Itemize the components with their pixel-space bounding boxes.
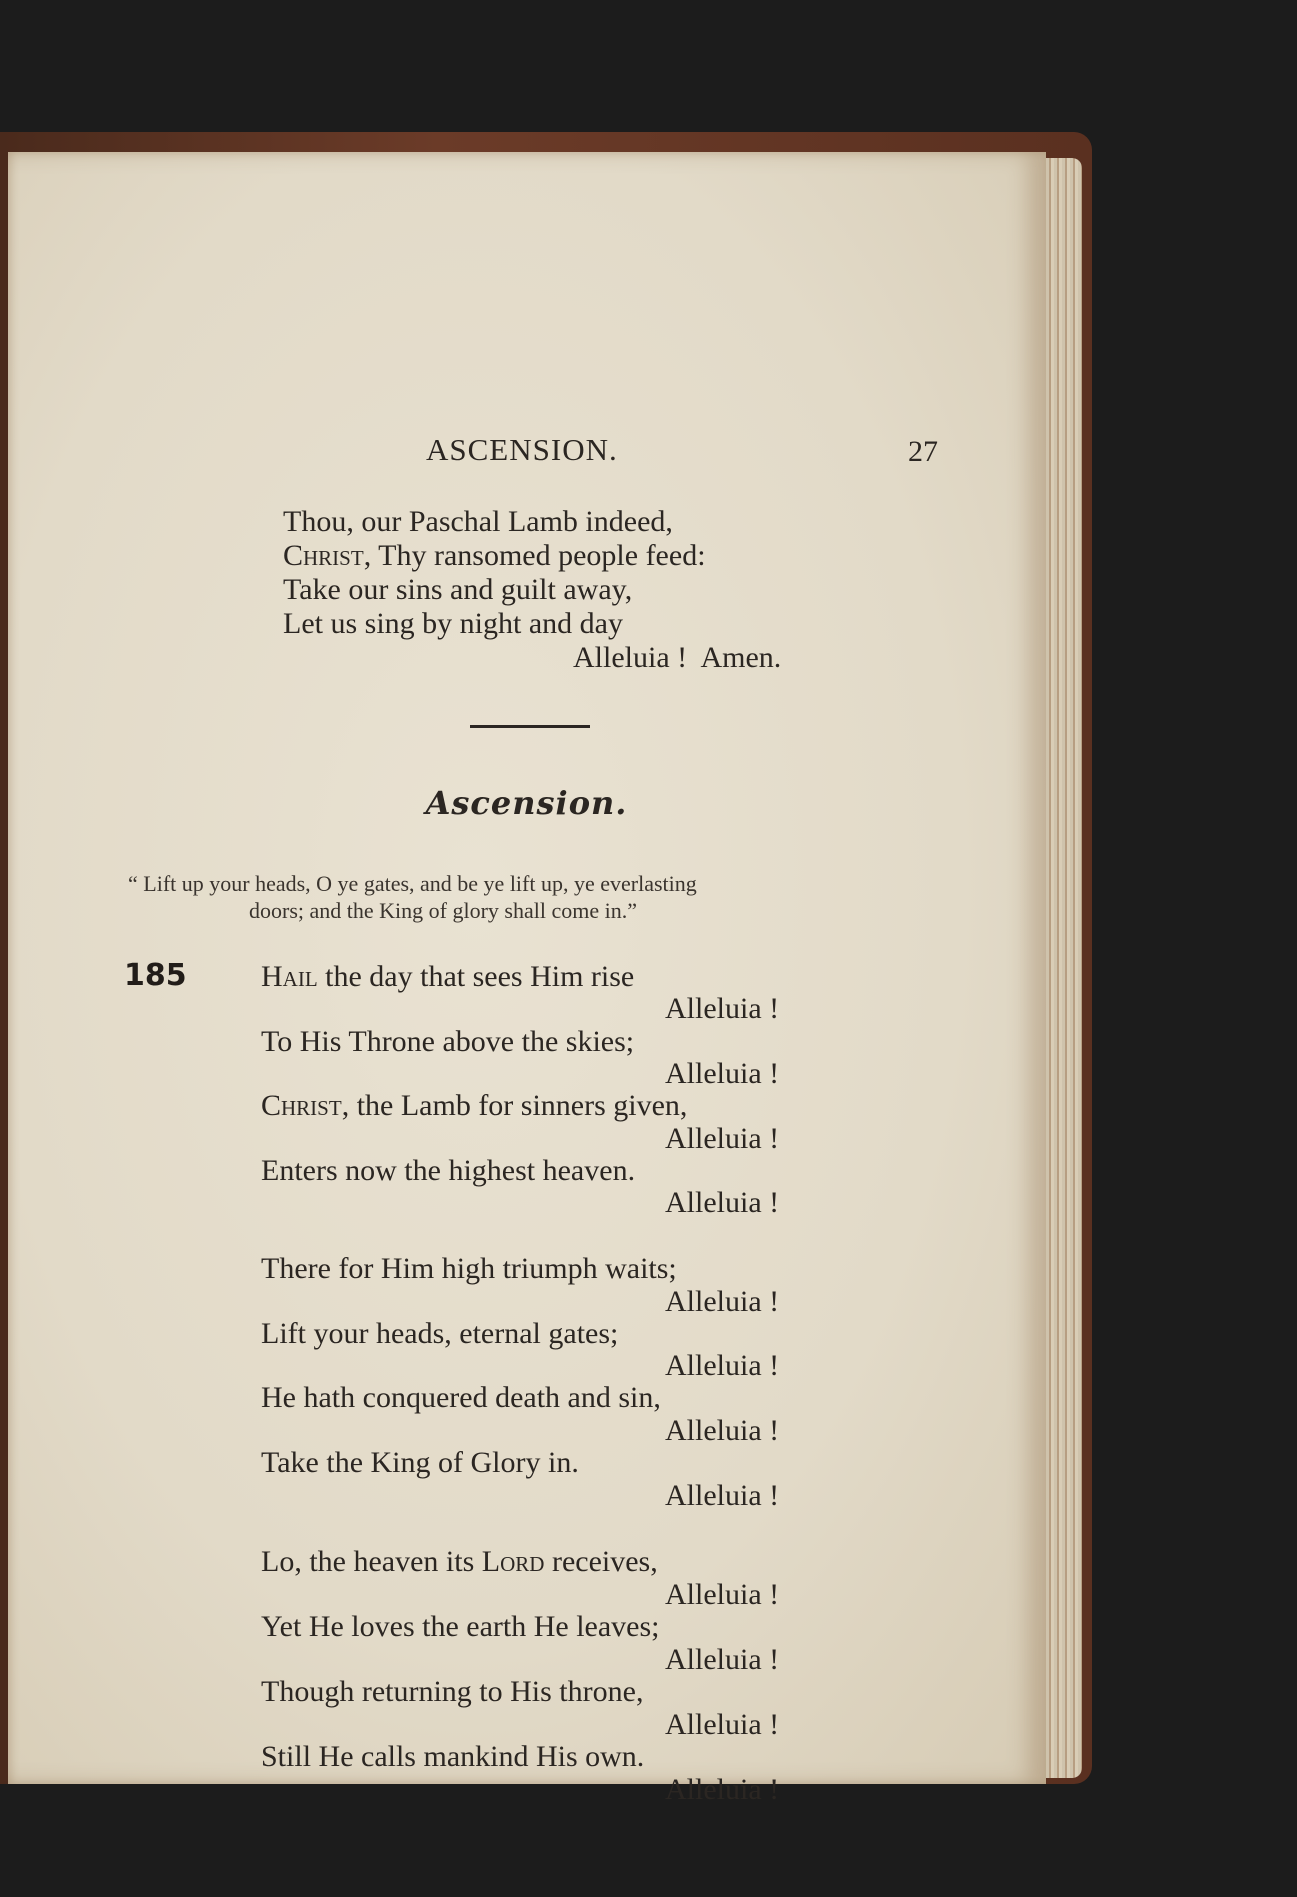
epigraph-line: doors; and the King of glory shall come in.” [249,898,637,923]
verse-line: Yet He loves the earth He leaves; [261,1610,660,1643]
refrain-line: Alleluia ! [665,1479,780,1512]
refrain-line: Alleluia ! [665,1414,780,1447]
page-edges [1046,158,1082,1778]
verse-line: Lift your heads, eternal gates; [261,1317,619,1350]
verse-line: Hail the day that sees Him rise [261,960,635,993]
verse-line: Enters now the highest heaven. [261,1154,636,1187]
verse-line: Lo, the heaven its Lord receives, [261,1545,658,1578]
book-page [8,152,1046,1806]
section-divider [470,725,590,728]
refrain-line: Alleluia ! [665,1578,780,1611]
verse-line: Thou, our Paschal Lamb indeed, [283,505,673,538]
refrain-line: Alleluia ! [665,1349,780,1382]
refrain-line: Alleluia ! [665,1708,780,1741]
verse-line-amen: Alleluia ! Amen. [573,641,782,674]
refrain-line: Alleluia ! [665,1773,780,1806]
hymn-number: 185 [124,958,187,993]
verse-line: Still He calls mankind His own. [261,1740,645,1773]
verse-line: Christ, the Lamb for sinners given, [261,1089,688,1122]
verse-line: Though returning to His throne, [261,1675,644,1708]
running-head: ASCENSION. [426,432,618,467]
refrain-line: Alleluia ! [665,1186,780,1219]
verse-line: He hath conquered death and sin, [261,1381,661,1414]
epigraph-line: “ Lift up your heads, O ye gates, and be ye lift up, ye everlasting [128,871,697,896]
section-title: Ascension. [425,784,628,822]
verse-line: Take our sins and guilt away, [283,573,633,606]
refrain-line: Alleluia ! [665,1285,780,1318]
verse-line: To His Throne above the skies; [261,1025,635,1058]
refrain-line: Alleluia ! [665,1643,780,1676]
verse-line: Christ, Thy ransomed people feed: [283,539,706,572]
verse-line: There for Him high triumph waits; [261,1252,677,1285]
verse-line: Let us sing by night and day [283,607,623,640]
refrain-line: Alleluia ! [665,992,780,1025]
page-number: 27 [908,435,938,468]
refrain-line: Alleluia ! [665,1122,780,1155]
verse-line: Take the King of Glory in. [261,1446,579,1479]
refrain-line: Alleluia ! [665,1057,780,1090]
